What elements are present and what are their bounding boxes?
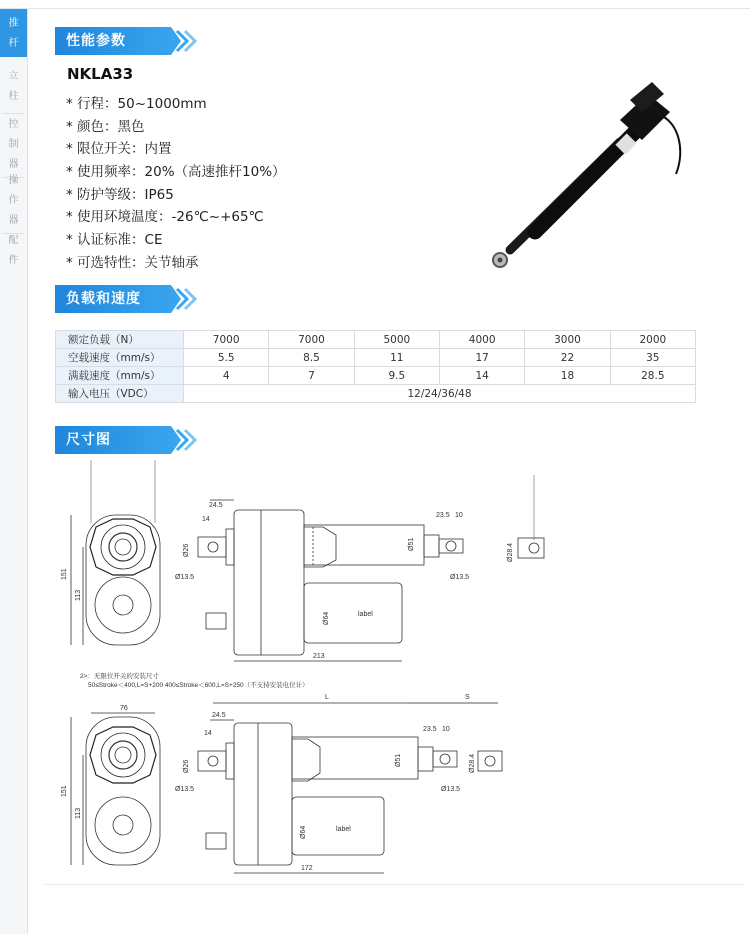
table-cell: 28.5 <box>610 367 695 385</box>
side-view <box>175 694 502 873</box>
dim-label: 14 <box>202 516 210 523</box>
double-chevron-icon <box>173 27 203 55</box>
table-cell: 7 <box>269 367 354 385</box>
dim-label: S <box>465 694 470 701</box>
dim-label: Ø26 <box>183 759 190 773</box>
sidebar-item-accessories[interactable] <box>0 231 27 271</box>
dim-label: Ø28.4 <box>469 753 476 773</box>
table-cell: 14 <box>439 367 524 385</box>
dim-label: 172 <box>301 865 313 872</box>
spec-item: * 颜色：黑色 <box>66 118 145 135</box>
side-view <box>175 475 544 661</box>
dim-label: 23.5 <box>436 512 450 519</box>
table-cell: 35 <box>610 349 695 367</box>
section-header-performance <box>55 27 205 55</box>
dim-label: 151 <box>61 785 68 797</box>
dim-label: Ø64 <box>300 825 307 839</box>
category-sidebar <box>0 9 28 934</box>
table-cell: 18 <box>525 367 610 385</box>
sidebar-item-operator[interactable] <box>0 171 27 231</box>
dim-label: Ø51 <box>395 753 402 767</box>
table-cell: 17 <box>439 349 524 367</box>
spec-item: * 认证标准：CE <box>66 232 163 249</box>
top-divider <box>0 8 750 9</box>
sidebar-item-label: 操作器 <box>8 175 20 226</box>
dim-label: 10 <box>455 512 463 519</box>
dim-label: Ø26 <box>183 543 190 557</box>
spec-item: * 使用频率：20%（高速推杆10%） <box>66 164 286 181</box>
load-speed-table <box>55 330 696 403</box>
table-cell: 7000 <box>269 331 354 349</box>
dim-label: Ø13.5 <box>450 574 470 581</box>
table-row <box>56 349 696 367</box>
end-view <box>61 705 160 865</box>
dim-label: 113 <box>75 589 82 601</box>
section-title: 负载和速度 <box>66 291 141 307</box>
end-view <box>61 460 160 645</box>
sidebar-item-controller[interactable] <box>0 115 27 175</box>
table-cell: 9.5 <box>354 367 439 385</box>
row-header: 满载速度（mm/s） <box>56 367 184 385</box>
sidebar-item-column[interactable] <box>0 67 27 107</box>
dim-label: Ø28.4 <box>507 542 514 562</box>
sidebar-item-label: 立柱 <box>8 71 20 102</box>
dim-label: L <box>325 694 329 701</box>
table-cell: 5000 <box>354 331 439 349</box>
table-row <box>56 331 696 349</box>
table-row <box>56 367 696 385</box>
double-chevron-icon <box>173 285 203 313</box>
dim-label: 113 <box>75 807 82 819</box>
sidebar-divider <box>2 113 24 114</box>
row-header: 空载速度（mm/s） <box>56 349 184 367</box>
section-title: 性能参数 <box>66 33 126 49</box>
dim-label: 24.5 <box>212 712 226 719</box>
section-title: 尺寸图 <box>66 432 111 448</box>
table-cell: 4 <box>184 367 269 385</box>
dim-label: Ø13.5 <box>175 574 195 581</box>
drawing-1 <box>61 460 544 661</box>
table-row <box>56 385 696 403</box>
spec-item: * 可选特性：关节轴承 <box>66 254 199 271</box>
spec-item: * 防护等级：IP65 <box>66 186 174 203</box>
dim-label: Ø64 <box>323 611 330 625</box>
row-header: 输入电压（VDC） <box>56 385 184 403</box>
table-cell: 8.5 <box>269 349 354 367</box>
mounting-note-line1: 2>：无限位开关的安装尺寸 <box>80 673 159 680</box>
section-header-dimensions <box>55 426 205 454</box>
sidebar-item-actuator[interactable] <box>0 9 27 57</box>
spec-item: * 限位开关：内置 <box>66 141 172 158</box>
motor-label: label <box>358 611 373 618</box>
spec-item: * 使用环境温度：-26℃~+65℃ <box>66 209 264 226</box>
table-cell: 2000 <box>610 331 695 349</box>
dim-label: 213 <box>313 653 325 660</box>
motor-label: label <box>336 826 351 833</box>
dim-label: Ø13.5 <box>175 786 195 793</box>
spec-list <box>66 93 286 275</box>
bottom-divider <box>45 884 745 885</box>
table-cell: 5.5 <box>184 349 269 367</box>
dim-label: 23.5 <box>423 726 437 733</box>
table-cell: 7000 <box>184 331 269 349</box>
drawing-2 <box>61 694 502 873</box>
dim-label: 76 <box>120 705 128 712</box>
sidebar-item-label: 配件 <box>8 235 20 266</box>
dim-label: Ø13.5 <box>441 786 461 793</box>
dimension-drawing <box>58 455 698 880</box>
sidebar-item-label: 推杆 <box>8 18 20 49</box>
table-cell: 3000 <box>525 331 610 349</box>
table-cell: 11 <box>354 349 439 367</box>
dim-label: 24.5 <box>209 502 223 509</box>
dim-label: 151 <box>61 568 68 580</box>
dim-label: Ø51 <box>408 537 415 551</box>
model-name: NKLA33 <box>67 65 134 83</box>
mounting-note-line2: 50≤Stroke＜400,L=S+200 400≤Stroke＜600,L=S+250（不支持安装电位计） <box>88 682 309 689</box>
row-header: 额定负载（N） <box>56 331 184 349</box>
sidebar-item-label: 控制器 <box>8 119 20 170</box>
actuator-product-image <box>480 82 700 282</box>
dim-label: 10 <box>442 726 450 733</box>
double-chevron-icon <box>173 426 203 454</box>
table-cell: 4000 <box>439 331 524 349</box>
section-header-load <box>55 285 205 313</box>
table-cell-merged: 12/24/36/48 <box>184 385 696 403</box>
dim-label: 14 <box>204 730 212 737</box>
table-cell: 22 <box>525 349 610 367</box>
spec-item: * 行程：50~1000mm <box>66 96 207 112</box>
